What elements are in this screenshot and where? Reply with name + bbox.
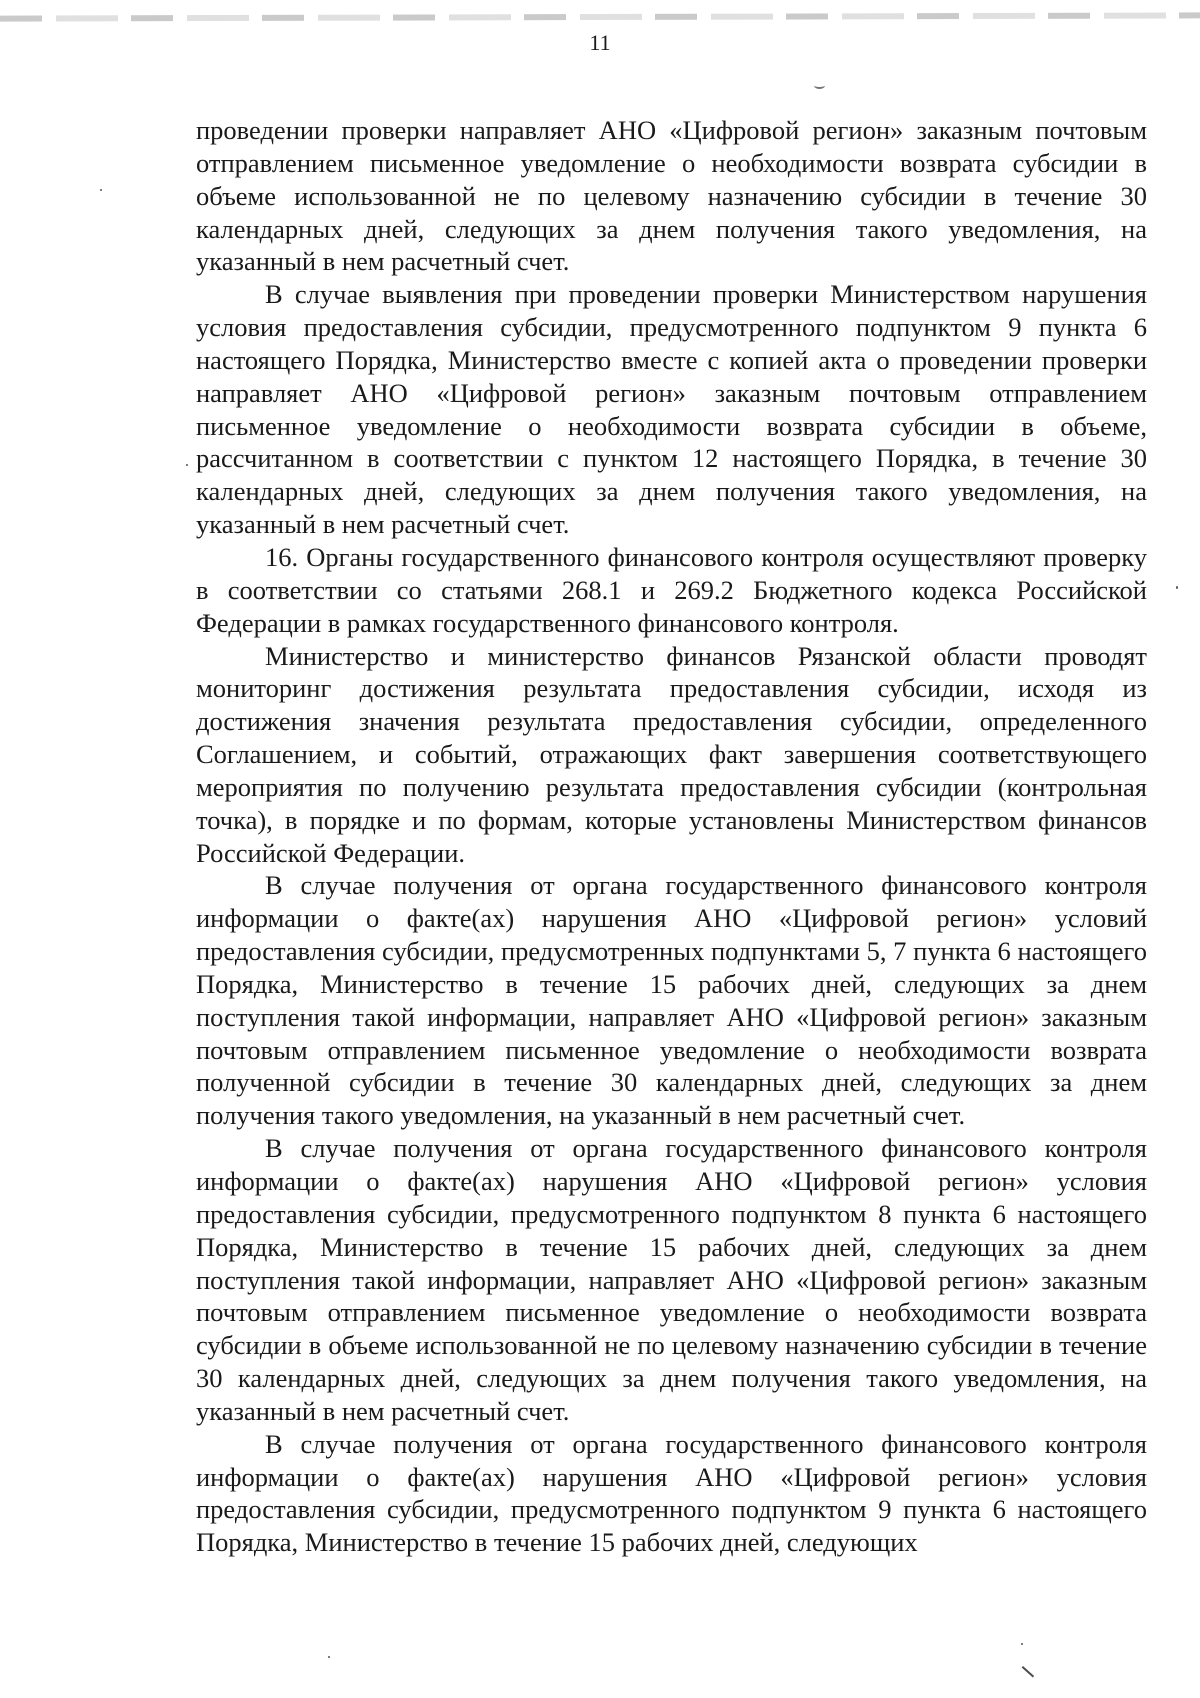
scan-speck — [186, 464, 188, 466]
document-body — [196, 114, 1147, 1559]
scan-speck — [1176, 586, 1178, 589]
scan-speck — [100, 189, 102, 191]
page-number: 11 — [589, 30, 611, 55]
paragraph-continued: проведении проверки направляет АНО «Цифровой регион» заказным почтовым отправлением письменное уведомление о необходимости возврата субсидии в объеме использованной не по целевому назначению субсидии в течение 30 календарных дней, следующих за днем получения такого уведомления, на указанный в нем расчетный счет. — [196, 115, 1147, 277]
scan-mark — [814, 82, 825, 89]
paragraph-subclauses-5-7: В случае получения от органа государственного финансового контроля информации о факте(ах) нарушения АНО «Цифровой регион» условий предоставления субсидии, предусмотренных подпунктами 5, 7 пункта 6 настоящего Порядка, Министерство в течение 15 рабочих дней, следующих за днем поступления такой информации, направляет АНО «Цифровой регион» заказным почтовым отправлением письменное уведомление о необходимости возврата полученной субсидии в течение 30 календарных дней, следующих за днем получения такого уведомления, на указанный в нем расчетный счет. — [196, 870, 1147, 1131]
paragraph-monitoring: Министерство и министерство финансов Рязанской области проводят мониторинг достижения результата предоставления субсидии, исходя из достижения значения результата предоставления субсидии, определенного Соглашением, и событий, отражающих факт завершения соответствующего мероприятия по получению результата предоставления субсидии (контрольная точка), в порядке и по формам, которые установлены Министерством финансов Российской Федерации. — [196, 640, 1147, 868]
scan-mark — [1022, 1666, 1034, 1678]
scan-speck — [328, 1656, 330, 1658]
scan-top-edge — [0, 12, 1200, 21]
paragraph-clause-16: 16. Органы государственного финансового контроля осуществляют проверку в соответствии со статьями 268.1 и 269.2 Бюджетного кодекса Российской Федерации в рамках государственного финансового контроля. — [196, 541, 1147, 638]
scan-speck — [1021, 1643, 1023, 1645]
paragraph-subclause-8: В случае получения от органа государственного финансового контроля информации о факте(ах) нарушения АНО «Цифровой регион» условия предоставления субсидии, предусмотренного подпунктом 8 пункта 6 настоящего Порядка, Министерство в течение 15 рабочих дней, следующих за днем поступления такой информации, направляет АНО «Цифровой регион» заказным почтовым отправлением письменное уведомление о необходимости возврата субсидии в объеме использованной не по целевому назначению субсидии в течение 30 календарных дней, следующих за днем получения такого уведомления, на указанный в нем расчетный счет. — [196, 1133, 1147, 1426]
paragraph-subclause-9: В случае получения от органа государственного финансового контроля информации о факте(ах) нарушения АНО «Цифровой регион» условия предоставления субсидии, предусмотренного подпунктом 9 пункта 6 настоящего Порядка, Министерство в течение 15 рабочих дней, следующих — [196, 1428, 1147, 1558]
paragraph-violation-check: В случае выявления при проведении проверки Министерством нарушения условия предоставления субсидии, предусмотренного подпунктом 9 пункта 6 настоящего Порядка, Министерство вместе с копией акта о проведении проверки направляет АНО «Цифровой регион» заказным почтовым отправлением письменное уведомление о необходимости возврата субсидии в объеме, рассчитанном в соответствии с пунктом 12 настоящего Порядка, в течение 30 календарных дней, следующих за днем получения такого уведомления, на указанный в нем расчетный счет. — [196, 279, 1147, 540]
